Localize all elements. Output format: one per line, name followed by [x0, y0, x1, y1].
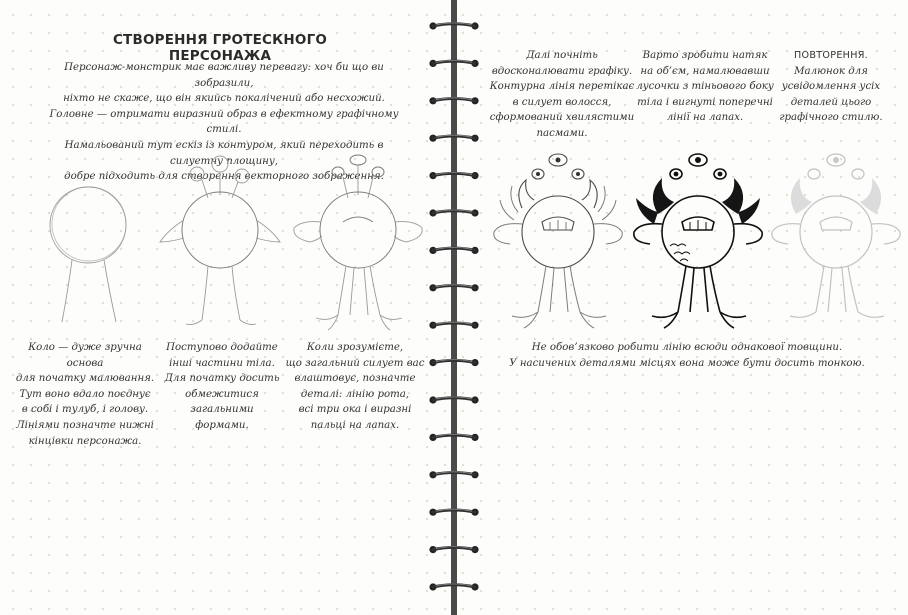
spiral-binding [426, 0, 482, 615]
sketch-step-2 [150, 150, 290, 330]
binding-ring [429, 97, 478, 104]
binding-ring [429, 546, 478, 553]
binding-ring [429, 209, 478, 216]
binding-ring [429, 434, 478, 441]
sketch-step-1 [32, 180, 152, 330]
binding-ring [429, 172, 478, 179]
sketch-step-4 [488, 150, 628, 330]
caption-step-6 [778, 48, 884, 126]
sketch-step-5 [628, 150, 768, 330]
caption-step-2: Поступово додайте інші частини тіла. Для початку досить обмежитися загальними формами. [164, 342, 280, 431]
binding-ring [429, 396, 478, 403]
binding-ring [429, 22, 478, 29]
binding-ring [429, 583, 478, 590]
binding-ring [429, 322, 478, 329]
page-title: СТВОРЕННЯ ГРОТЕСКНОГО ПЕРСОНАЖА [112, 32, 328, 64]
binding-ring [429, 284, 478, 291]
sketch-step-3 [288, 150, 428, 330]
caption-step-4: Далі почніть вдосконалювати графіку. Контурна лінія перетікає в силует волосся, сформований хвилястими пасмами. [489, 50, 635, 139]
sketch-step-6 [766, 150, 906, 330]
binding-ring [429, 471, 478, 478]
binding-ring [429, 509, 478, 516]
repeat-text: Малюнок для усвідомлення усіх деталей цього графічного стилю. [779, 65, 883, 124]
caption-step-3: Коли зрозумієте, що загальний силует вас влаштовує, позначте деталі: лінію рота, всі три ока і виразні пальці на лапах. [285, 342, 425, 431]
caption-step-5: Варто зробити натяк на об’єм, намалювавши лусочки з тіньового боку тіла і вигнуті поперечні лінії на лапах. [636, 50, 774, 124]
intro-text: Персонаж-монстрик має важливу перевагу: хоч би що ви зобразили, ніхто не скаже, що він якийсь покалічений або несхожий. Головне — отримати виразний образ в ефектному графічному стилі. Намальований тут ескіз із контуром, який переходить в силуетну площину, добре підходить для створення векторного зображення. [49, 62, 399, 183]
binding-ring [429, 247, 478, 254]
repeat-heading: ПОВТОРЕННЯ. [793, 50, 869, 61]
line-thickness-note: Не обов’язково робити лінію всюди однакової товщини. У насичених деталями місцях вона може бути досить тонкою. [509, 342, 865, 369]
binding-ring [429, 135, 478, 142]
binding-ring [429, 359, 478, 366]
caption-step-1: Коло — дуже зручна основа для початку малювання. Тут воно вдало поєднує в собі і тулуб, і голову. Лініями позначте нижні кінцівки персонажа. [15, 342, 155, 447]
binding-ring [429, 60, 478, 67]
